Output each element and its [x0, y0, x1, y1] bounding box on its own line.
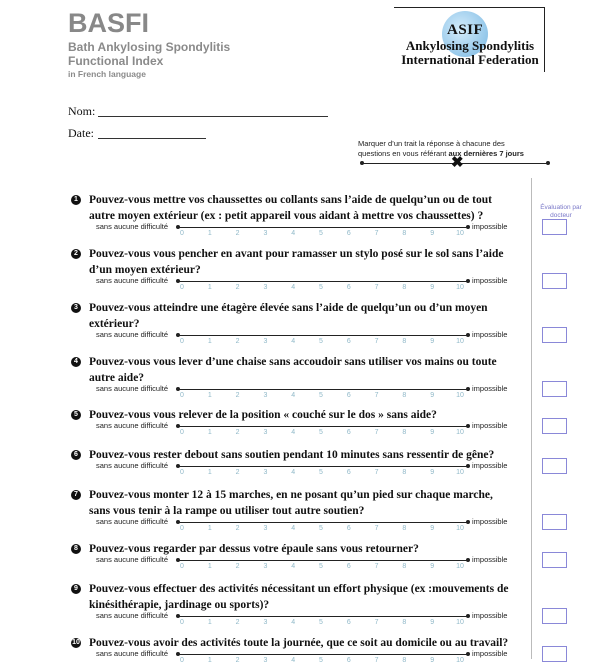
scale-start-dot — [176, 387, 180, 391]
scale-ticks — [176, 338, 466, 347]
scale-tick: 0 — [180, 619, 184, 626]
scale-tick: 5 — [319, 429, 323, 436]
scale-tick: 10 — [456, 429, 464, 436]
scale-tick: 5 — [319, 392, 323, 399]
scale-tick: 3 — [263, 230, 268, 237]
question-number: 10 — [72, 639, 80, 646]
scale-tick: 10 — [456, 657, 464, 664]
scale-right-label: impossible — [472, 517, 508, 526]
question-line-2: autre aide? — [89, 372, 145, 384]
scale-right-label: impossible — [472, 555, 508, 564]
scale-end-dot — [466, 464, 470, 468]
scale-tick: 1 — [207, 525, 212, 532]
scale-tick: 2 — [235, 230, 240, 237]
doctor-score-box[interactable] — [542, 273, 567, 289]
example-scale-end-dot — [546, 161, 550, 165]
scale-left-label: sans aucune difficulté — [96, 384, 168, 393]
question-line-1: Pouvez-vous vous lever d’une chaise sans accoudoir sans utiliser vos mains ou toute — [89, 356, 497, 368]
scale-left-label: sans aucune difficulté — [96, 421, 168, 430]
scale-tick: 10 — [456, 230, 464, 237]
scale-tick: 4 — [291, 338, 296, 345]
scale-tick: 8 — [402, 563, 407, 570]
scale-left-label: sans aucune difficulté — [96, 555, 168, 564]
scale-start-dot — [176, 225, 180, 229]
scale-ticks — [176, 429, 466, 438]
question-text — [89, 192, 529, 224]
scale-tick: 5 — [319, 563, 323, 570]
scale-tick: 4 — [291, 230, 296, 237]
question-number: 4 — [71, 357, 81, 367]
scale-tick: 7 — [374, 525, 379, 532]
scale-tick: 7 — [374, 469, 379, 476]
instructions-emphasis: aux dernières 7 jours — [448, 149, 524, 158]
visual-analog-scale[interactable] — [178, 281, 468, 282]
question-number: 6 — [71, 450, 81, 460]
scale-tick: 3 — [263, 469, 268, 476]
scale-tick: 0 — [180, 230, 184, 237]
scale-tick: 10 — [456, 563, 464, 570]
scale-ticks — [176, 619, 466, 628]
scale-tick: 9 — [430, 284, 435, 291]
scale-tick: 10 — [456, 469, 464, 476]
question-text — [89, 246, 529, 278]
scale-tick: 0 — [180, 392, 184, 399]
scale-tick: 3 — [263, 284, 268, 291]
scale-ticks — [176, 230, 466, 239]
scale-tick: 5 — [319, 469, 323, 476]
question-line-1: Pouvez-vous rester debout sans soutien pendant 10 minutes sans ressentir de gêne? — [89, 449, 495, 461]
instructions-line-1: Marquer d’un trait la réponse à chacune des — [358, 139, 505, 148]
scale-tick: 8 — [402, 657, 407, 664]
scale-start-dot — [176, 520, 180, 524]
visual-analog-scale[interactable] — [178, 389, 468, 390]
scale-tick: 2 — [235, 469, 240, 476]
scale-tick: 3 — [263, 338, 268, 345]
visual-analog-scale[interactable] — [178, 560, 468, 561]
scale-tick: 9 — [430, 563, 435, 570]
scale-tick: 2 — [235, 429, 240, 436]
doctor-score-box[interactable] — [542, 327, 567, 343]
scale-tick: 2 — [235, 619, 240, 626]
scale-right-label: impossible — [472, 611, 508, 620]
question-number: 3 — [71, 303, 81, 313]
subtitle-line-1: Bath Ankylosing Spondylitis — [68, 40, 231, 54]
scale-tick: 0 — [180, 657, 184, 664]
scale-tick: 8 — [402, 469, 407, 476]
organization-name — [396, 39, 544, 67]
scale-tick: 5 — [319, 657, 323, 664]
org-line-2: International Federation — [401, 52, 539, 67]
question-line-1: Pouvez-vous effectuer des activités nécessitant un effort physique (ex :mouvements de — [89, 583, 509, 595]
scale-tick: 9 — [430, 469, 435, 476]
question-line-2: autre moyen extérieur (ex : petit appareil vous aidant à mettre vos chaussettes) ? — [89, 210, 484, 222]
scale-left-label: sans aucune difficulté — [96, 222, 168, 231]
scale-tick: 8 — [402, 392, 407, 399]
scale-tick: 10 — [456, 284, 464, 291]
scale-right-label: impossible — [472, 222, 508, 231]
scale-tick: 6 — [346, 619, 351, 626]
scale-ticks — [176, 657, 466, 666]
doctor-score-box[interactable] — [542, 646, 567, 662]
scale-tick: 1 — [207, 563, 212, 570]
scale-end-dot — [466, 424, 470, 428]
example-scale-start-dot — [360, 161, 364, 165]
scale-end-dot — [466, 520, 470, 524]
scale-tick: 2 — [235, 563, 240, 570]
scale-start-dot — [176, 464, 180, 468]
visual-analog-scale[interactable] — [178, 466, 468, 467]
scale-tick: 9 — [430, 525, 435, 532]
form-title: BASFI — [68, 8, 149, 38]
scale-left-label: sans aucune difficulté — [96, 330, 168, 339]
scale-start-dot — [176, 558, 180, 562]
scale-tick: 5 — [319, 230, 323, 237]
visual-analog-scale[interactable] — [178, 522, 468, 523]
question-line-1: Pouvez-vous avoir des activités toute la journée, que ce soit au domicile ou au travail? — [89, 637, 509, 649]
question-number: 2 — [71, 249, 81, 259]
visual-analog-scale[interactable] — [178, 654, 468, 655]
question-number: 1 — [71, 195, 81, 205]
name-field[interactable] — [98, 116, 328, 117]
form-subtitle — [68, 40, 230, 68]
scale-tick: 4 — [291, 563, 296, 570]
subtitle-line-2: Functional Index — [68, 54, 164, 68]
scale-start-dot — [176, 279, 180, 283]
scale-left-label: sans aucune difficulté — [96, 276, 168, 285]
scale-tick: 4 — [291, 619, 296, 626]
scale-tick: 0 — [180, 525, 184, 532]
question-number: 9 — [71, 584, 81, 594]
scale-tick: 3 — [263, 619, 268, 626]
scale-right-label: impossible — [472, 384, 508, 393]
question-line-2: kinésithérapie, jardinage ou sports)? — [89, 599, 270, 611]
question-line-2: d’un moyen extérieur? — [89, 264, 201, 276]
scale-ticks — [176, 284, 466, 293]
scale-left-label: sans aucune difficulté — [96, 611, 168, 620]
scale-start-dot — [176, 424, 180, 428]
scale-tick: 10 — [456, 619, 464, 626]
scale-tick: 1 — [207, 284, 212, 291]
scale-tick: 8 — [402, 338, 407, 345]
scale-tick: 1 — [207, 619, 212, 626]
scale-tick: 5 — [319, 338, 323, 345]
scale-tick: 3 — [263, 657, 268, 664]
scale-right-label: impossible — [472, 276, 508, 285]
visual-analog-scale[interactable] — [178, 335, 468, 336]
asif-logo-text: ASIF — [447, 22, 484, 38]
org-line-1: Ankylosing Spondylitis — [405, 38, 535, 53]
name-label: Nom: — [68, 104, 96, 118]
scale-tick: 1 — [207, 429, 212, 436]
scale-left-label: sans aucune difficulté — [96, 517, 168, 526]
scale-tick: 3 — [263, 563, 268, 570]
scale-tick: 0 — [180, 284, 184, 291]
scale-tick: 7 — [374, 563, 379, 570]
scale-end-dot — [466, 225, 470, 229]
scale-tick: 4 — [291, 429, 296, 436]
scale-tick: 8 — [402, 619, 407, 626]
scale-tick: 1 — [207, 392, 212, 399]
scale-tick: 9 — [430, 392, 435, 399]
scale-end-dot — [466, 652, 470, 656]
scale-ticks — [176, 525, 466, 534]
doctor-score-box[interactable] — [542, 458, 567, 474]
scale-end-dot — [466, 279, 470, 283]
scale-right-label: impossible — [472, 421, 508, 430]
scale-tick: 10 — [456, 525, 464, 532]
scale-end-dot — [466, 387, 470, 391]
question-number: 8 — [71, 544, 81, 554]
scale-tick: 1 — [207, 338, 212, 345]
scale-tick: 9 — [430, 338, 435, 345]
question-line-2: extérieur? — [89, 318, 140, 330]
scale-tick: 3 — [263, 429, 268, 436]
scale-tick: 4 — [291, 525, 296, 532]
question-line-1: Pouvez-vous vous relever de la position « couché sur le dos » sans aide? — [89, 409, 437, 421]
doctor-score-box[interactable] — [542, 418, 567, 434]
question-line-1: Pouvez-vous monter 12 à 15 marches, en ne posant qu’un pied sur chaque marche, — [89, 489, 493, 501]
language-note: in French language — [68, 69, 146, 79]
question-text — [89, 300, 529, 332]
scale-end-dot — [466, 614, 470, 618]
evaluation-label: Évaluation par docteur — [540, 204, 582, 219]
scale-tick: 8 — [402, 525, 407, 532]
scale-tick: 9 — [430, 657, 435, 664]
scale-tick: 10 — [456, 392, 464, 399]
scale-tick: 4 — [291, 469, 296, 476]
scale-tick: 2 — [235, 284, 240, 291]
scale-tick: 0 — [180, 469, 184, 476]
scale-tick: 1 — [207, 230, 212, 237]
question-text — [89, 487, 529, 519]
scale-tick: 6 — [346, 284, 351, 291]
scale-tick: 7 — [374, 284, 379, 291]
question-line-2: sans vous tenir à la rampe ou utiliser tout autre soutien? — [89, 505, 365, 517]
question-number: 5 — [71, 410, 81, 420]
scale-tick: 2 — [235, 657, 240, 664]
scale-tick: 6 — [346, 392, 351, 399]
question-line-1: Pouvez-vous regarder par dessus votre épaule sans vous retourner? — [89, 543, 419, 555]
scale-tick: 4 — [291, 392, 296, 399]
scale-tick: 8 — [402, 230, 407, 237]
question-line-1: Pouvez-vous atteindre une étagère élevée sans l’aide de quelqu’un ou d’un moyen — [89, 302, 488, 314]
scale-tick: 6 — [346, 429, 351, 436]
scale-tick: 9 — [430, 619, 435, 626]
scale-tick: 9 — [430, 230, 435, 237]
scale-start-dot — [176, 652, 180, 656]
scale-tick: 7 — [374, 338, 379, 345]
scale-left-label: sans aucune difficulté — [96, 461, 168, 470]
question-number: 7 — [71, 490, 81, 500]
scale-start-dot — [176, 614, 180, 618]
scale-tick: 8 — [402, 284, 407, 291]
scale-ticks — [176, 563, 466, 572]
scale-tick: 0 — [180, 563, 184, 570]
doctor-score-box[interactable] — [542, 552, 567, 568]
scale-tick: 6 — [346, 563, 351, 570]
scale-tick: 3 — [263, 525, 268, 532]
scale-tick: 5 — [319, 284, 323, 291]
instructions-prefix: questions en vous référant — [358, 149, 449, 158]
scale-tick: 7 — [374, 230, 379, 237]
scale-ticks — [176, 392, 466, 401]
visual-analog-scale[interactable] — [178, 227, 468, 228]
date-field[interactable] — [98, 138, 206, 139]
scale-end-dot — [466, 333, 470, 337]
question-line-1: Pouvez-vous vous pencher en avant pour ramasser un stylo posé sur le sol sans l’aide — [89, 248, 504, 260]
doctor-score-box[interactable] — [542, 219, 567, 235]
scale-tick: 7 — [374, 392, 379, 399]
scale-right-label: impossible — [472, 330, 508, 339]
scale-tick: 7 — [374, 657, 379, 664]
question-text — [89, 354, 529, 386]
scale-tick: 9 — [430, 429, 435, 436]
scale-right-label: impossible — [472, 461, 508, 470]
scale-tick: 7 — [374, 429, 379, 436]
scale-tick: 5 — [319, 619, 323, 626]
scale-tick: 0 — [180, 338, 184, 345]
scale-tick: 4 — [291, 657, 296, 664]
scale-tick: 2 — [235, 392, 240, 399]
question-text — [89, 581, 529, 613]
doctor-score-box[interactable] — [542, 381, 567, 397]
scale-tick: 8 — [402, 429, 407, 436]
evaluation-column-divider — [531, 178, 532, 659]
scale-tick: 2 — [235, 525, 240, 532]
scale-tick: 10 — [456, 338, 464, 345]
example-mark-icon: ✖ — [451, 154, 464, 171]
scale-tick: 1 — [207, 469, 212, 476]
scale-tick: 2 — [235, 338, 240, 345]
question-line-1: Pouvez-vous mettre vos chaussettes ou collants sans l’aide de quelqu’un ou de tout — [89, 194, 492, 206]
scale-tick: 5 — [319, 525, 323, 532]
doctor-score-box[interactable] — [542, 514, 567, 530]
scale-tick: 1 — [207, 657, 212, 664]
visual-analog-scale[interactable] — [178, 426, 468, 427]
scale-tick: 6 — [346, 338, 351, 345]
scale-tick: 0 — [180, 429, 184, 436]
scale-tick: 7 — [374, 619, 379, 626]
scale-tick: 6 — [346, 469, 351, 476]
scale-tick: 6 — [346, 657, 351, 664]
visual-analog-scale[interactable] — [178, 616, 468, 617]
scale-tick: 3 — [263, 392, 268, 399]
doctor-score-box[interactable] — [542, 608, 567, 624]
scale-ticks — [176, 469, 466, 478]
scale-end-dot — [466, 558, 470, 562]
date-label: Date: — [68, 126, 94, 140]
scale-left-label: sans aucune difficulté — [96, 649, 168, 658]
scale-start-dot — [176, 333, 180, 337]
scale-right-label: impossible — [472, 649, 508, 658]
scale-tick: 6 — [346, 230, 351, 237]
scale-tick: 4 — [291, 284, 296, 291]
scale-tick: 6 — [346, 525, 351, 532]
